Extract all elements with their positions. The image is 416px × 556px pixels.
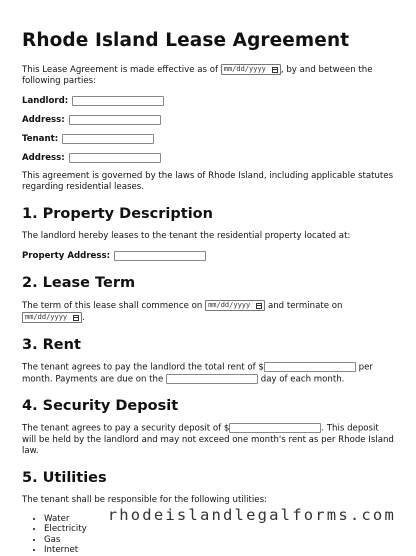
property-address-row xyxy=(22,250,394,262)
list-item: • Internet xyxy=(44,545,394,556)
effective-date-placeholder: mm/dd/yyyy xyxy=(223,65,266,73)
governing-law-paragraph: This agreement is governed by the laws of Rhode Island, including applicable statutes regarding residential leases. xyxy=(22,171,394,192)
rent-text-after-amount: per month. xyxy=(22,362,373,384)
property-text: The landlord hereby leases to the tenant the residential property located at: xyxy=(22,231,351,241)
landlord-label: Landlord: xyxy=(22,96,69,106)
calendar-icon[interactable] xyxy=(256,303,262,309)
security-deposit-heading: 4. Security Deposit xyxy=(22,398,179,414)
rent-due-day-input[interactable] xyxy=(166,374,258,384)
landlord-address-label: Address: xyxy=(22,115,65,125)
end-date-input[interactable] xyxy=(22,312,82,323)
landlord-address-input[interactable] xyxy=(69,115,161,125)
rent-amount-input[interactable] xyxy=(264,362,356,372)
lease-term-heading: 2. Lease Term xyxy=(22,275,136,291)
tenant-address-input[interactable] xyxy=(69,153,161,163)
term-text-after: . xyxy=(82,313,85,323)
list-item: • Gas xyxy=(44,535,394,546)
start-date-input[interactable] xyxy=(205,300,265,311)
tenant-label: Tenant: xyxy=(22,134,59,144)
tenant-row xyxy=(22,133,394,145)
rent-due-before: Payments are due on the xyxy=(55,374,164,384)
landlord-name-input[interactable] xyxy=(72,96,164,106)
intro-text-after: , by and between the following parties: xyxy=(22,65,373,86)
deposit-text-after: . This deposit will be held by the landlord and may not exceed one month's rent as per Rhode Island law. xyxy=(22,423,394,456)
document-title: Rhode Island Lease Agreement xyxy=(22,30,350,51)
landlord-address-row xyxy=(22,114,394,126)
list-item: • Water xyxy=(44,514,394,525)
effective-date-input[interactable] xyxy=(221,64,281,75)
calendar-icon[interactable] xyxy=(73,315,79,321)
utilities-heading: 5. Utilities xyxy=(22,469,107,486)
lease-term-paragraph xyxy=(22,300,394,324)
list-item: • Electricity xyxy=(44,524,394,535)
utilities-text: The tenant shall be responsible for the following utilities: xyxy=(22,494,267,505)
rent-paragraph xyxy=(22,362,394,385)
landlord-row xyxy=(22,95,394,107)
tenant-address-label: Address: xyxy=(22,153,65,163)
property-heading: 1. Property Description xyxy=(22,206,213,222)
calendar-icon[interactable] xyxy=(272,67,278,73)
rent-heading: 3. Rent xyxy=(22,337,81,353)
rent-due-after: day of each month. xyxy=(260,374,345,384)
property-address-input[interactable] xyxy=(114,251,206,261)
rent-text-before: The tenant agrees to pay the landlord the total rent of $ xyxy=(22,362,264,373)
term-text-before: The term of this lease shall commence on xyxy=(22,301,203,311)
intro-paragraph xyxy=(22,64,394,87)
term-text-middle: and terminate on xyxy=(267,301,343,311)
intro-text-before: This Lease Agreement is made effective as of xyxy=(22,65,218,75)
tenant-name-input[interactable] xyxy=(62,134,154,144)
site-watermark: rhodeislandlegalforms.com xyxy=(107,506,396,524)
start-date-placeholder: mm/dd/yyyy xyxy=(208,301,251,309)
security-deposit-paragraph xyxy=(22,423,394,457)
end-date-placeholder: mm/dd/yyyy xyxy=(25,313,68,321)
tenant-address-row xyxy=(22,152,394,164)
deposit-amount-input[interactable] xyxy=(229,423,321,433)
property-address-label: Property Address: xyxy=(22,251,111,261)
deposit-text-before: The tenant agrees to pay a security deposit of $ xyxy=(22,423,230,434)
